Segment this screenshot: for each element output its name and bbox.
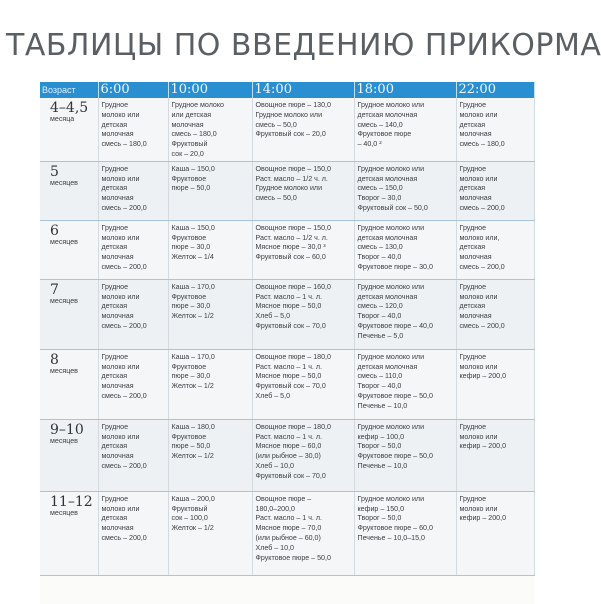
meal-line: Хлеб – 5,0 <box>255 312 291 321</box>
meal-line: молочная <box>101 452 134 461</box>
meal-line: смесь – 200,0 <box>459 203 505 212</box>
meal-line: Грудное <box>101 352 129 361</box>
meal-line: Фруктовый <box>171 504 208 513</box>
table-row <box>40 491 534 575</box>
meal-line: кефир – 100,0 <box>357 432 405 441</box>
meal-line: Грудное молоко или <box>357 422 425 431</box>
meal-line: Грудное молоко или <box>255 110 323 119</box>
meal-line: Фруктовый <box>171 140 208 149</box>
meal-cell <box>456 419 534 491</box>
meal-line: пюре – 30,0 <box>171 372 211 381</box>
meal-line: Раст. масло – 1 ч. л. <box>255 432 322 441</box>
meal-line: Овощное пюре – 130,0 <box>255 101 331 109</box>
meal-line: молочная <box>101 524 134 533</box>
meal-cell <box>456 220 534 279</box>
meal-line: Творог – 40,0 <box>357 312 402 321</box>
meal-line: Раст. масло – 1/2 ч. л. <box>255 174 328 183</box>
meal-line: молоко или <box>101 504 140 513</box>
meal-line: смесь – 200,0 <box>101 461 147 470</box>
meal-line: детская <box>459 302 486 311</box>
meal-line: (или рыбное – 30,0) <box>255 452 321 461</box>
meal-line: Желток – 1/2 <box>171 312 214 321</box>
meal-line: Грудное молоко или <box>357 352 425 361</box>
meal-line: Мясное пюре – 30,0 ³ <box>255 243 326 252</box>
age-cell <box>40 98 98 161</box>
meal-line: смесь – 150,0 <box>357 184 403 193</box>
meal-line: детская <box>101 120 128 129</box>
meal-cell <box>168 220 252 279</box>
meal-line: Грудное молоко или <box>357 101 425 109</box>
meal-line: молочная <box>459 130 492 139</box>
meal-line: Фруктовый сок – 70,0 <box>255 382 326 391</box>
age-value: 11–12 <box>50 493 93 510</box>
meal-line: Каша – 170,0 <box>171 352 215 361</box>
meal-cell <box>456 491 534 575</box>
table-row <box>40 279 534 349</box>
table-row <box>40 98 534 161</box>
table-row <box>40 161 534 220</box>
meal-line: молоко или <box>459 504 498 513</box>
meal-cell <box>354 419 456 491</box>
meal-line: детская <box>101 514 128 523</box>
meal-line: кефир – 150,0 <box>357 504 405 513</box>
meal-line: Фруктовый сок – 50,0 <box>357 203 428 212</box>
meal-line: Печенье – 10,0–15,0 <box>357 533 425 542</box>
meal-line: молочная <box>101 194 134 203</box>
meal-cell <box>354 161 456 220</box>
meal-line: Фруктовое пюре – 50,0 <box>255 553 331 562</box>
meal-line: молочная <box>101 130 134 139</box>
meal-cell <box>168 491 252 575</box>
age-cell <box>40 419 98 491</box>
meal-line: Грудное <box>101 101 129 109</box>
meal-cell <box>456 161 534 220</box>
meal-cell <box>168 349 252 419</box>
meal-line: детская <box>101 302 128 311</box>
table-row <box>40 220 534 279</box>
meal-line: Грудное молоко или <box>357 494 425 503</box>
age-cell <box>40 491 98 575</box>
meal-line: смесь – 180,0 <box>171 130 217 139</box>
meal-line: Каша – 150,0 <box>171 164 215 173</box>
meal-line: молоко или <box>101 432 140 441</box>
meal-cell <box>98 220 168 279</box>
meal-line: пюре – 30,0 <box>171 243 211 252</box>
meal-cell <box>252 220 354 279</box>
meal-line: Желток – 1/2 <box>171 452 214 461</box>
meal-line: сок – 100,0 <box>171 514 208 523</box>
meal-line: Раст. масло – 1 ч. л. <box>255 292 322 301</box>
meal-cell <box>252 98 354 161</box>
column-header-1400: 14:00 <box>252 82 354 98</box>
meal-cell <box>252 491 354 575</box>
meal-line: Фруктовое <box>171 174 207 183</box>
meal-line: детская <box>459 243 486 252</box>
meal-line: Желток – 1/4 <box>171 253 214 262</box>
meal-line: смесь – 200,0 <box>459 321 505 330</box>
meal-line: детская <box>459 184 486 193</box>
meal-line: Раст. масло – 1 ч. л. <box>255 362 322 371</box>
table-row <box>40 419 534 491</box>
meal-line: молоко или <box>101 233 140 242</box>
meal-line: Фруктовый сок – 20,0 <box>255 130 326 139</box>
meal-line: молочная <box>459 194 492 203</box>
meal-line: Творог – 50,0 <box>357 514 402 523</box>
meal-cell <box>354 279 456 349</box>
meal-line: Фруктовое пюре – 50,0 <box>357 391 433 400</box>
meal-line: молоко или <box>101 174 140 183</box>
meal-line: Фруктовое пюре – 50,0 <box>357 452 433 461</box>
meal-cell <box>98 279 168 349</box>
meal-line: молочная <box>101 312 134 321</box>
meal-cell <box>354 349 456 419</box>
meal-line: Творог – 40,0 <box>357 382 402 391</box>
meal-line: Мясное пюре – 60,0 <box>255 442 322 451</box>
meal-line: молоко или <box>459 110 498 119</box>
meal-line: Фруктовое пюре – 40,0 <box>357 321 433 330</box>
meal-line: Хлеб – 10,0 <box>255 543 294 552</box>
meal-line: Мясное пюре – 50,0 <box>255 302 322 311</box>
meal-line: Грудное <box>459 164 487 173</box>
meal-line: молоко или <box>459 362 498 371</box>
meal-line: Желток – 1/2 <box>171 524 214 533</box>
age-value: 4–4,5 <box>50 100 89 116</box>
meal-line: – 40,0 ² <box>357 140 382 149</box>
meal-line: Фруктовое пюре – 30,0 <box>357 262 433 271</box>
age-unit: месяцев <box>50 508 78 517</box>
meal-line: Каша – 150,0 <box>171 223 215 232</box>
meal-cell <box>456 98 534 161</box>
age-cell <box>40 279 98 349</box>
meal-line: молочная <box>459 312 492 321</box>
meal-line: детская <box>101 372 128 381</box>
meal-line: смесь – 110,0 <box>357 372 403 381</box>
meal-line: 180,0–200,0 <box>255 504 295 513</box>
age-unit: месяца <box>50 115 75 123</box>
meal-cell <box>98 419 168 491</box>
meal-cell <box>354 491 456 575</box>
meal-line: смесь – 120,0 <box>357 302 403 311</box>
age-unit: месяцев <box>50 366 78 375</box>
meal-line: молочная <box>171 120 204 129</box>
meal-line: детская <box>459 120 486 129</box>
meal-line: Грудное молоко <box>171 101 224 109</box>
meal-line: детская <box>101 184 128 193</box>
meal-line: смесь – 200,0 <box>101 321 147 330</box>
meal-line: Овощное пюре – 180,0 <box>255 352 331 361</box>
meal-line: Каша – 180,0 <box>171 422 215 431</box>
meal-line: Печенье – 10,0 <box>357 401 408 410</box>
meal-line: Хлеб – 10,0 <box>255 461 294 470</box>
meal-line: пюре – 50,0 <box>171 442 211 451</box>
meal-line: смесь – 50,0 <box>255 194 297 203</box>
meal-line: Грудное молоко или <box>357 164 425 173</box>
meal-line: молочная <box>101 253 134 262</box>
meal-line: Фруктовый сок – 60,0 <box>255 253 326 262</box>
meal-cell <box>168 419 252 491</box>
meal-line: Овощное пюре – <box>255 494 312 503</box>
meal-line: кефир – 200,0 <box>459 442 507 451</box>
meal-line: Грудное <box>101 223 129 232</box>
meal-line: сок – 20,0 <box>171 149 204 158</box>
meal-line: Грудное <box>459 422 487 431</box>
meal-line: Творог – 50,0 <box>357 442 402 451</box>
meal-line: Овощное пюре – 180,0 <box>255 422 331 431</box>
meal-line: молоко или <box>101 362 140 371</box>
page-title: ТАБЛИЦЫ ПО ВВЕДЕНИЮ ПРИКОРМА <box>6 28 601 63</box>
meal-line: смесь – 200,0 <box>101 262 147 271</box>
meal-line: смесь – 200,0 <box>101 391 147 400</box>
meal-line: смесь – 180,0 <box>459 140 505 149</box>
meal-line: Творог – 30,0 <box>357 194 402 203</box>
column-header-age: Возраст <box>40 82 98 98</box>
meal-line: молоко или <box>101 110 140 119</box>
meal-line: смесь – 200,0 <box>101 203 147 212</box>
meal-line: молочная <box>101 382 134 391</box>
meal-line: Грудное <box>459 223 487 232</box>
meal-cell <box>168 98 252 161</box>
meal-line: пюре – 30,0 <box>171 302 211 311</box>
meal-cell <box>98 349 168 419</box>
meal-line: Грудное молоко или <box>357 223 425 232</box>
meal-line: Грудное <box>459 282 487 291</box>
age-unit: месяцев <box>50 178 78 187</box>
meal-line: (или рыбное – 60,0) <box>255 533 321 542</box>
meal-line: Грудное <box>101 422 129 431</box>
meal-line: молоко или <box>459 292 498 301</box>
meal-line: Печенье – 5,0 <box>357 331 404 340</box>
meal-line: детская молочная <box>357 174 418 183</box>
meal-line: Печенье – 10,0 <box>357 461 408 470</box>
meal-cell <box>252 419 354 491</box>
meal-line: детская молочная <box>357 362 418 371</box>
age-unit: месяцев <box>50 296 78 305</box>
age-value: 7 <box>50 281 59 298</box>
meal-line: Грудное <box>101 494 129 503</box>
age-value: 6 <box>50 222 59 239</box>
meal-line: Овощное пюре – 150,0 <box>255 223 331 232</box>
meal-cell <box>98 98 168 161</box>
meal-line: или детская <box>171 110 212 119</box>
age-cell <box>40 161 98 220</box>
feeding-table-sheet <box>40 82 534 604</box>
meal-cell <box>168 279 252 349</box>
meal-cell <box>252 349 354 419</box>
meal-line: молоко или <box>459 432 498 441</box>
meal-cell <box>98 491 168 575</box>
meal-line: Каша – 170,0 <box>171 282 215 291</box>
table-header-row <box>40 82 534 98</box>
meal-line: Овощное пюре – 160,0 <box>255 282 331 291</box>
meal-line: молочная <box>459 253 492 262</box>
meal-line: Грудное <box>101 282 129 291</box>
meal-line: детская молочная <box>357 233 418 242</box>
feeding-schedule-table <box>40 82 535 576</box>
meal-line: детская молочная <box>357 110 418 119</box>
meal-line: детская молочная <box>357 292 418 301</box>
meal-cell <box>252 279 354 349</box>
meal-line: Фруктовое <box>171 292 207 301</box>
meal-line: кефир – 200,0 <box>459 372 507 381</box>
meal-line: смесь – 140,0 <box>357 120 403 129</box>
meal-line: молоко или <box>459 174 498 183</box>
meal-line: Желток – 1/2 <box>171 382 214 391</box>
age-cell <box>40 349 98 419</box>
meal-cell <box>354 98 456 161</box>
age-value: 5 <box>50 163 59 180</box>
meal-cell <box>98 161 168 220</box>
meal-line: Мясное пюре – 70,0 <box>255 524 322 533</box>
age-value: 9–10 <box>50 421 84 438</box>
meal-line: Грудное <box>459 494 487 503</box>
meal-line: Грудное <box>101 164 129 173</box>
column-header-1800: 18:00 <box>354 82 456 98</box>
meal-line: смесь – 200,0 <box>459 262 505 271</box>
meal-cell <box>168 161 252 220</box>
meal-line: Фруктовый сок – 70,0 <box>255 321 326 330</box>
meal-line: смесь – 200,0 <box>101 533 147 542</box>
age-unit: месяцев <box>50 436 78 445</box>
meal-line: Грудное молоко или <box>255 184 323 193</box>
meal-line: Фруктовое пюре <box>357 130 412 139</box>
meal-line: Фруктовый сок – 70,0 <box>255 471 326 480</box>
meal-line: пюре – 50,0 <box>171 184 211 193</box>
meal-line: молоко или <box>101 292 140 301</box>
meal-line: смесь – 180,0 <box>101 140 147 149</box>
meal-cell <box>456 349 534 419</box>
meal-line: Каша – 200,0 <box>171 494 215 503</box>
meal-line: детская <box>101 243 128 252</box>
column-header-2200: 22:00 <box>456 82 534 98</box>
meal-line: Мясное пюре – 50,0 <box>255 372 322 381</box>
meal-line: Фруктовое пюре – 60,0 <box>357 524 433 533</box>
meal-line: Раст. масло – 1 ч. л. <box>255 514 322 523</box>
table-row <box>40 349 534 419</box>
column-header-1000: 10:00 <box>168 82 252 98</box>
meal-line: смесь – 50,0 <box>255 120 297 129</box>
meal-line: Хлеб – 5,0 <box>255 391 291 400</box>
column-header-0600: 6:00 <box>98 82 168 98</box>
meal-line: Фруктовое <box>171 233 207 242</box>
meal-line: Грудное <box>459 352 487 361</box>
meal-cell <box>252 161 354 220</box>
meal-cell <box>354 220 456 279</box>
meal-line: смесь – 130,0 <box>357 243 403 252</box>
meal-line: кефир – 200,0 <box>459 514 507 523</box>
meal-line: Творог – 40,0 <box>357 253 402 262</box>
meal-line: молоко или, <box>459 233 500 242</box>
meal-line: Грудное молоко или <box>357 282 425 291</box>
age-value: 8 <box>50 351 59 368</box>
age-cell <box>40 220 98 279</box>
meal-line: Овощное пюре – 150,0 <box>255 164 331 173</box>
meal-line: детская <box>101 442 128 451</box>
meal-line: Раст. масло – 1/2 ч. л. <box>255 233 328 242</box>
meal-line: Грудное <box>459 101 487 109</box>
meal-line: Фруктовое <box>171 362 207 371</box>
meal-cell <box>456 279 534 349</box>
meal-line: Фруктовое <box>171 432 207 441</box>
age-unit: месяцев <box>50 237 78 246</box>
